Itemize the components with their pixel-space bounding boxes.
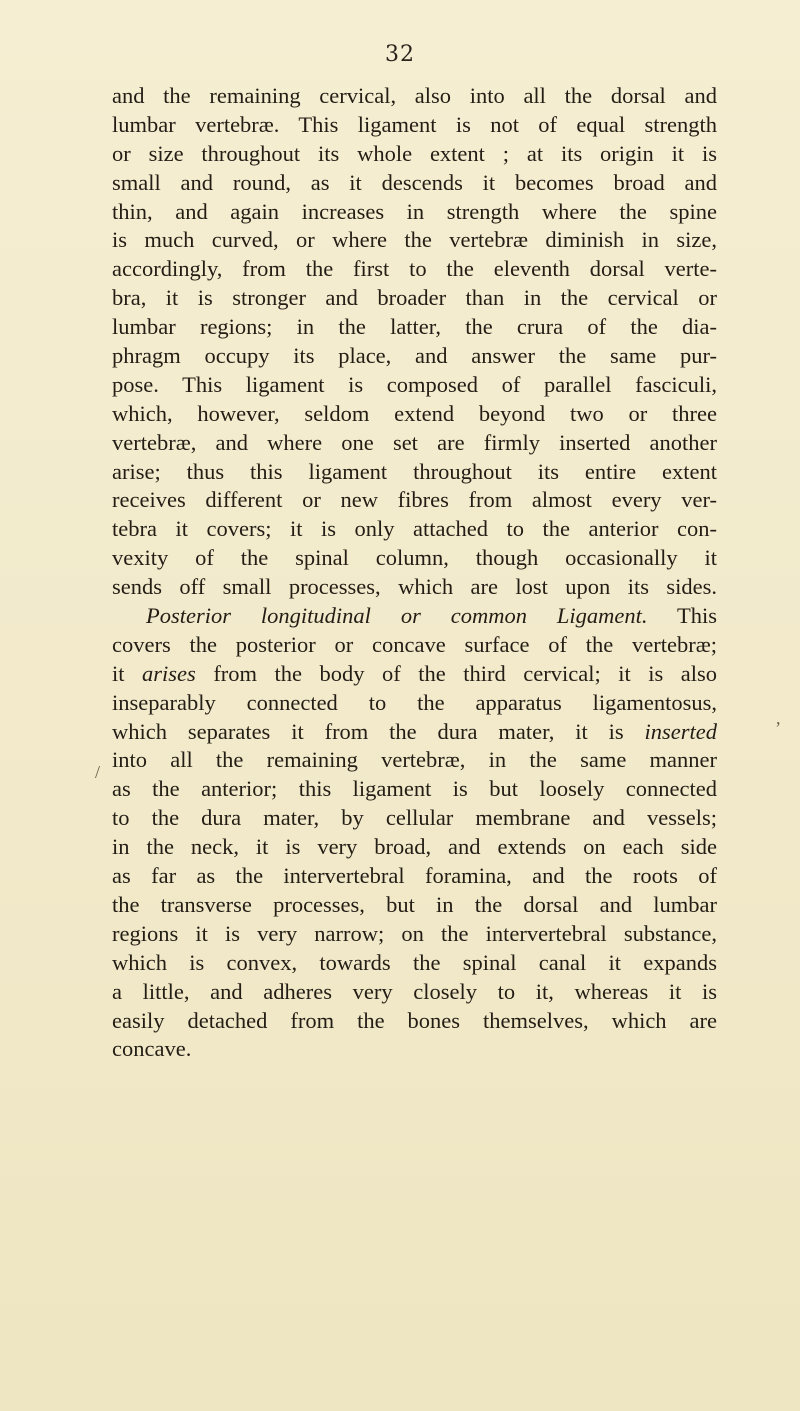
text-line: as far as the intervertebral foramina, and the roots of: [112, 863, 717, 889]
heading-continuation: This: [677, 603, 718, 629]
margin-pencil-mark: /: [95, 762, 101, 782]
text-line: phragm occupy its place, and answer the same pur-: [112, 343, 717, 369]
text-line: vertebræ, and where one set are firmly inserted another: [112, 429, 717, 455]
text-line: which, however, seldom extend beyond two or three: [112, 400, 717, 426]
text-line: the transverse processes, but in the dorsal and lumbar: [112, 891, 717, 917]
text-line: accordingly, from the first to the eleventh dorsal verte-: [112, 256, 717, 282]
edge-pencil-mark: ,: [776, 708, 781, 728]
text-line: and the remaining cervical, also into all the dorsal and: [112, 83, 717, 108]
text-line: [112, 718, 717, 747]
text-line: lumbar vertebræ. This ligament is not of equal strength: [112, 111, 717, 137]
text-fragment: which separates it from the dura mater, it is: [112, 718, 624, 744]
section-heading-line: [112, 602, 717, 631]
text-line: into all the remaining vertebræ, in the same manner: [112, 747, 717, 773]
page-number: 32: [385, 42, 415, 67]
text-line: arise; thus this ligament throughout its entire extent: [112, 458, 717, 484]
text-line: which is convex, towards the spinal canal it expands: [112, 949, 717, 975]
text-line: pose. This ligament is composed of parallel fasciculi,: [112, 371, 717, 397]
section-heading: Posterior longitudinal or common Ligament.: [146, 603, 648, 629]
body-text: [112, 82, 717, 1064]
text-line: inseparably connected to the apparatus ligamentosus,: [112, 689, 717, 715]
text-line: thin, and again increases in strength where the spine: [112, 198, 717, 224]
text-line: sends off small processes, which are lost upon its sides.: [112, 574, 717, 600]
text-line: to the dura mater, by cellular membrane and vessels;: [112, 805, 717, 831]
text-line: receives different or new fibres from almost every ver-: [112, 487, 717, 513]
text-line: covers the posterior or concave surface of the vertebræ;: [112, 631, 717, 657]
text-line: a little, and adheres very closely to it, whereas it is: [112, 978, 717, 1004]
text-line: vexity of the spinal column, though occasionally it: [112, 545, 717, 571]
text-line: regions it is very narrow; on the intervertebral substance,: [112, 920, 717, 946]
text-line: [112, 660, 717, 689]
text-line: is much curved, or where the vertebræ diminish in size,: [112, 227, 717, 253]
text-line: easily detached from the bones themselves, which are: [112, 1007, 717, 1033]
text-line: concave.: [112, 1036, 192, 1062]
text-line: tebra it covers; it is only attached to the anterior con-: [112, 516, 717, 542]
text-fragment: from the body of the third cervical; it is also: [213, 660, 718, 686]
text-line: or size throughout its whole extent ; at its origin it is: [112, 140, 717, 166]
text-line: bra, it is stronger and broader than in the cervical or: [112, 285, 717, 311]
italic-term: inserted: [644, 718, 718, 744]
italic-term: arises: [142, 660, 196, 686]
text-line: in the neck, it is very broad, and extends on each side: [112, 834, 717, 860]
text-fragment: it: [112, 660, 125, 686]
text-line: lumbar regions; in the latter, the crura of the dia-: [112, 314, 717, 340]
text-line: small and round, as it descends it becomes broad and: [112, 169, 717, 195]
text-line: as the anterior; this ligament is but loosely connected: [112, 776, 717, 802]
